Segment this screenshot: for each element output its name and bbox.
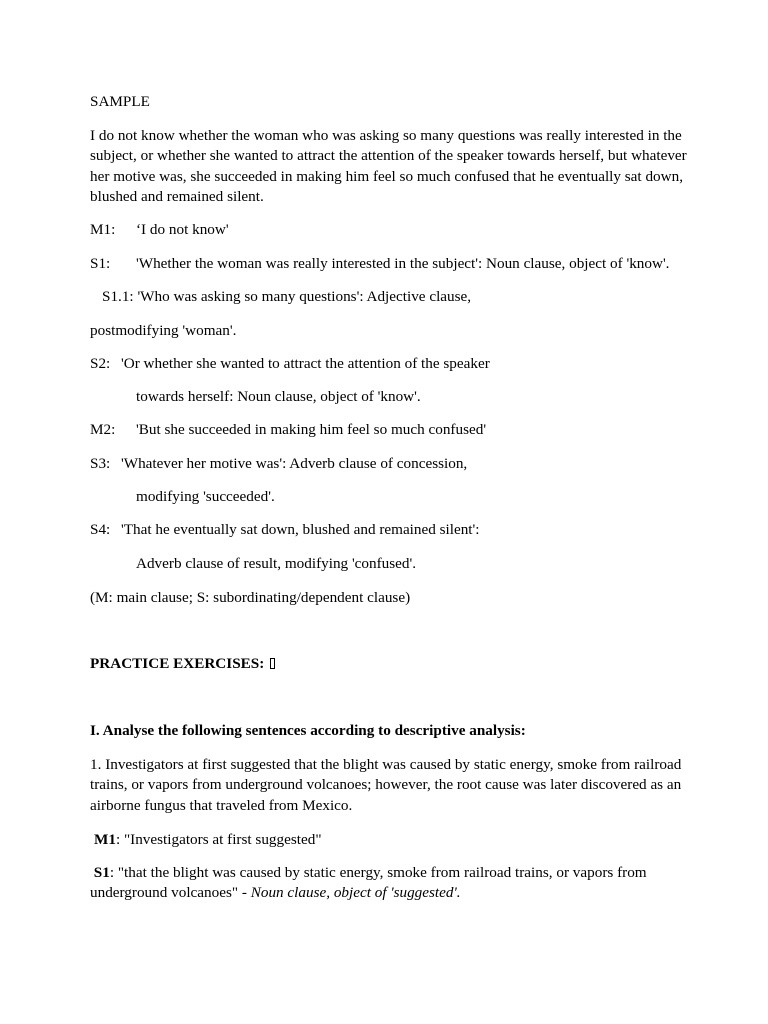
exercise-s1-text: : "that the blight was caused by static energy, smoke from railroad trains, or vapors from underground volcanoes" - <box>90 864 647 902</box>
sample-s1-1-continuation: postmodifying 'woman'. <box>90 322 237 339</box>
exercise-s1-label: S1 <box>93 864 110 881</box>
s4-text: 'That he eventually sat down, blushed and remained silent': <box>121 521 480 538</box>
s3-label: S3: <box>90 455 111 472</box>
sample-s1-line <box>90 254 669 274</box>
m2-text: 'But she succeeded in making him feel so much confused' <box>136 421 487 438</box>
exercise-m1-label: M1 <box>94 831 116 848</box>
exercise-item-1: 1. Investigators at first suggested that the blight was caused by static energy, smoke from railroad trains, or vapors from underground volcanoes; however, the root cause was later discovered as an airborne fungus that traveled from Mexico. <box>90 756 682 814</box>
exercise-section-title: I. Analyse the following sentences according to descriptive analysis: <box>90 722 526 739</box>
exercise-m1-text: : "Investigators at first suggested" <box>115 831 322 848</box>
s3-text: 'Whatever her motive was': Adverb clause of concession, <box>121 455 468 472</box>
practice-heading <box>90 654 275 674</box>
exercise-s1-paragraph <box>90 863 690 904</box>
s2-label: S2: <box>90 355 111 372</box>
sample-m2-line <box>90 420 486 440</box>
m2-label: M2: <box>90 421 116 438</box>
m1-text: ‘I do not know' <box>136 221 229 238</box>
sample-legend: (M: main clause; S: subordinating/dependent clause) <box>90 589 411 606</box>
sample-m1-line <box>90 220 229 240</box>
sample-paragraph: I do not know whether the woman who was asking so many questions was really interested in the subject, or whether she wanted to attract the attention of the speaker towards herself, but whatever her motive was, she succeeded in making him feel so much confused that he eventually sat down, blushed and remained silent. <box>90 127 687 205</box>
sample-s1-1-line: S1.1: 'Who was asking so many questions': Adjective clause, <box>102 288 472 305</box>
s4-label: S4: <box>90 521 111 538</box>
practice-heading-text: PRACTICE EXERCISES: <box>90 655 265 672</box>
missing-glyph-icon <box>270 658 275 669</box>
sample-s4-continuation: Adverb clause of result, modifying 'confused'. <box>136 555 417 572</box>
sample-s2-continuation: towards herself: Noun clause, object of 'know'. <box>136 388 421 405</box>
sample-s4-line <box>90 520 480 540</box>
sample-heading: SAMPLE <box>90 93 150 110</box>
s2-text: 'Or whether she wanted to attract the attention of the speaker <box>121 355 490 372</box>
s1-text: 'Whether the woman was really interested in the subject': Noun clause, object of 'know'. <box>136 255 670 272</box>
exercise-s1-italic: Noun clause, object of 'suggested'. <box>250 884 461 902</box>
sample-s3-line <box>90 454 467 474</box>
m1-label: M1: <box>90 221 116 238</box>
sample-s2-line <box>90 354 490 374</box>
s1-label: S1: <box>90 255 111 272</box>
sample-s3-continuation: modifying 'succeeded'. <box>136 488 275 505</box>
exercise-m1-line <box>94 830 322 850</box>
